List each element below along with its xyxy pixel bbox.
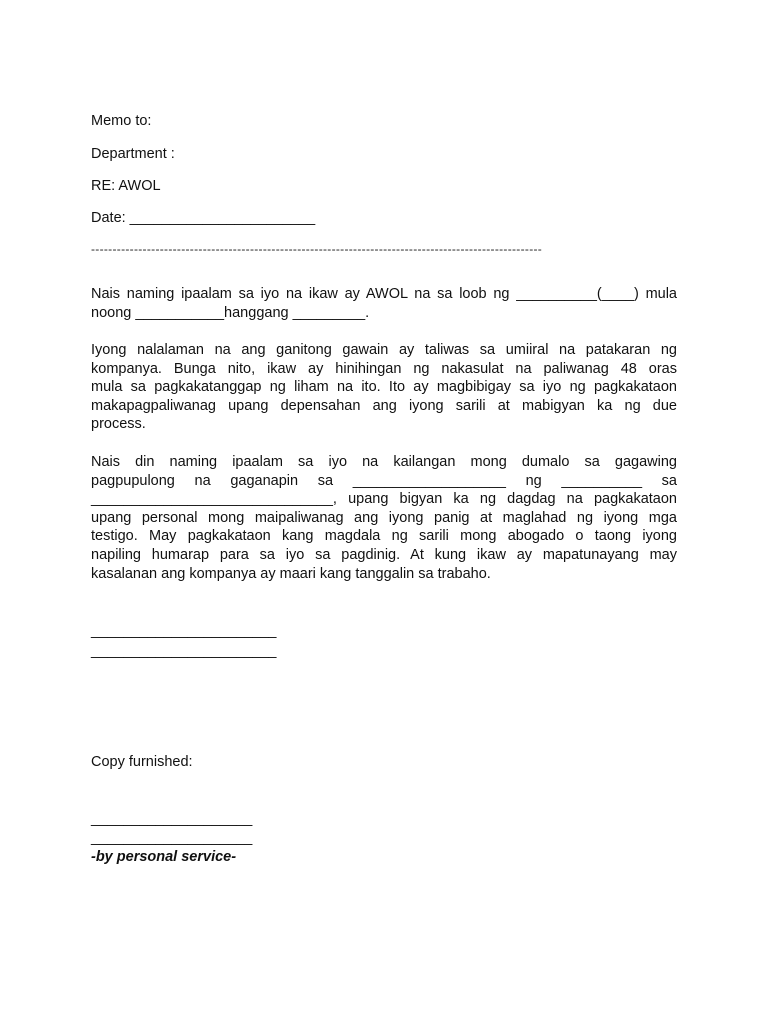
paragraph-line: Nais din naming ipaalam sa iyo na kailangan mong dumalo sa gagawing — [91, 454, 677, 470]
memo-to-label: Memo to: — [91, 113, 152, 129]
paragraph-line: testigo. May pagkakataon kang magdala ng sarili mong abogado o taong iyong — [91, 528, 677, 545]
paragraph-line: noong ___________hanggang _________. — [91, 304, 370, 321]
copy-furnished-label: Copy furnished: — [91, 754, 193, 770]
date-line: Date: _______________________ — [91, 210, 316, 226]
paragraph-line: pagpupulong na gaganapin sa ___________________ ng __________ sa — [91, 472, 677, 489]
copy-furnished-line: ____________________ — [91, 811, 253, 827]
paragraph-line: napiling humarap para sa iyo sa pagdinig. At kung ikaw ay mapatunayang may — [91, 546, 677, 563]
paragraph-explanation-request — [91, 341, 677, 434]
paragraph-line: upang personal mong maipaliwanag ang iyong panig at maglahad ng iyong mga — [91, 509, 677, 526]
department-label: Department : — [91, 146, 175, 162]
paragraph-line: Iyong nalalaman na ang ganitong gawain ay taliwas sa umiiral na patakaran ng — [91, 342, 677, 358]
paragraph-line: kompanya. Bunga nito, ikaw ay hinihingan ng nakasulat na paliwanag 48 oras — [91, 360, 677, 377]
delivery-method-note: -by personal service- — [91, 849, 237, 865]
signature-line: _______________________ — [91, 623, 277, 639]
paragraph-awol-notice — [91, 285, 677, 322]
paragraph-line: makapagpaliwanag upang depensahan ang iyong sarili at mabigyan ka ng due — [91, 397, 677, 414]
copy-furnished-line: ____________________ — [91, 830, 253, 846]
signature-name-line: _______________________ — [91, 643, 277, 659]
paragraph-line: Nais naming ipaalam sa iyo na ikaw ay AWOL na sa loob ng __________(____) mula — [91, 286, 677, 302]
paragraph-line: kasalanan ang kompanya ay maari kang tanggalin sa trabaho. — [91, 565, 491, 582]
paragraph-line: process. — [91, 416, 146, 433]
separator-line: --------------------------------------------------------------------------------------------------------- — [91, 242, 543, 256]
paragraph-hearing-notice — [91, 453, 677, 583]
paragraph-line: mula sa pagkakatanggap ng liham na ito. Ito ay magbibigay sa iyo ng pagkakataon — [91, 379, 677, 396]
re-subject: RE: AWOL — [91, 178, 161, 194]
paragraph-line: ______________________________, upang bigyan ka ng dagdag na pagkakataon — [91, 491, 677, 508]
